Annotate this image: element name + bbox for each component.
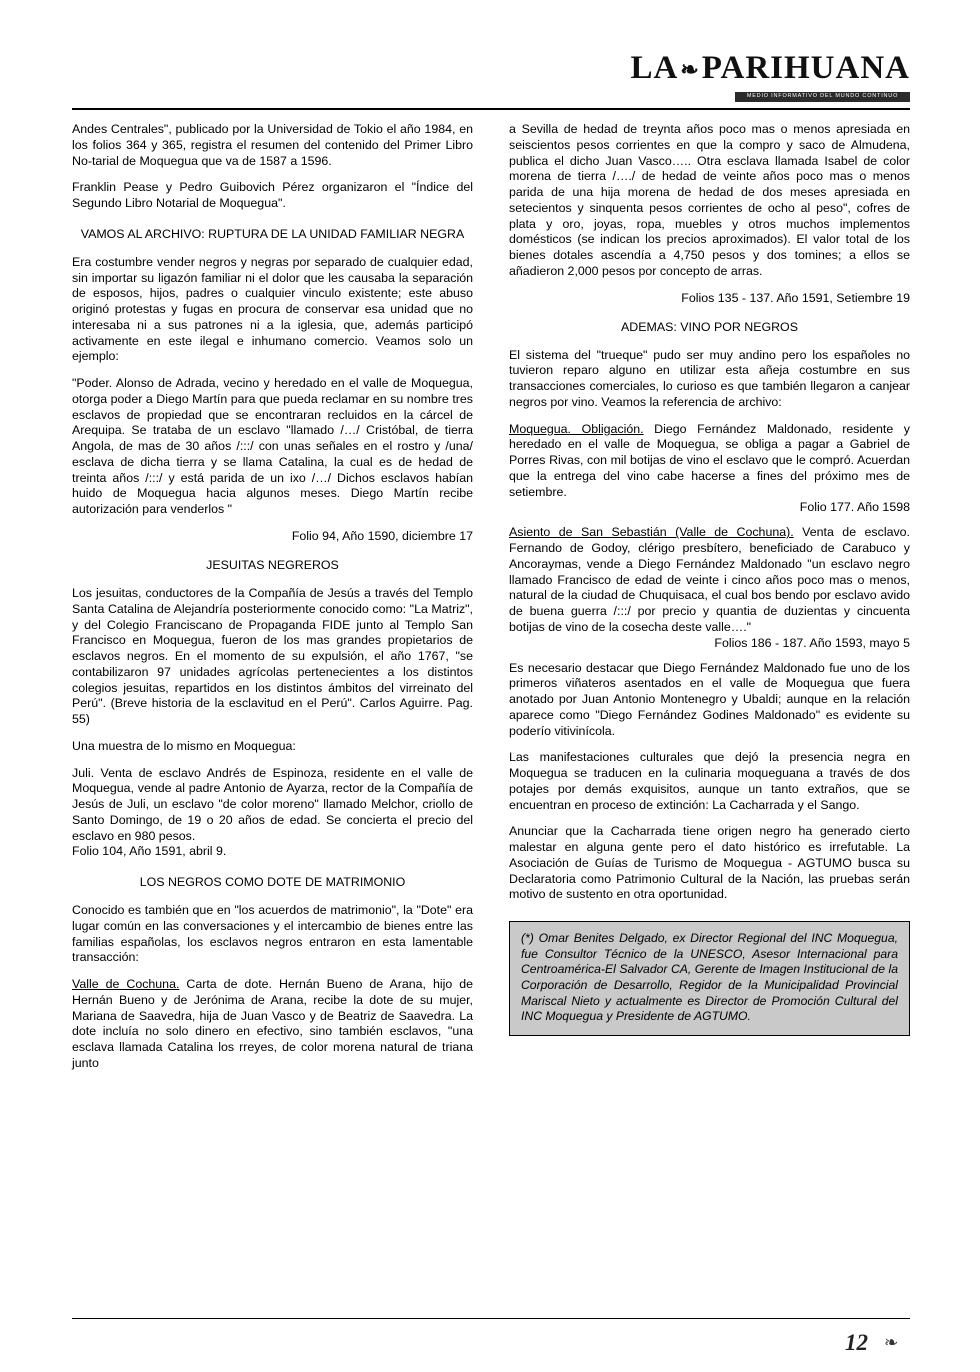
paragraph: Las manifestaciones culturales que dejó la presencia negra en Moquegua se traducen en la culinaria moqueguana a través de dos potajes por demás exquisitos, aunque un tanto extraños, que se encuentran en proceso de extinción: La Cacharrada y el Sango. <box>509 750 910 812</box>
section-heading-familia-negra: VAMOS AL ARCHIVO: RUPTURA DE LA UNIDAD FAMILIAR NEGRA <box>80 226 465 241</box>
inline-title: Moquegua. Obligación. <box>509 421 644 436</box>
masthead-subtitle: MEDIO INFORMATIVO DEL MUNDO CONTINUO <box>735 92 910 102</box>
inline-title: Valle de Cochuna. <box>72 977 180 992</box>
page-number: 12 <box>845 1330 868 1355</box>
section-heading-jesuitas-negreros: JESUITAS NEGREROS <box>206 557 339 572</box>
paragraph: Conocido es también que en "los acuerdos de matrimonio", la "Dote" era lugar común en las conversaciones y el intercambio de bienes entre las familias españolas, los esclavos negros entraron en esta lamentable transacción: <box>72 903 473 965</box>
source-citation: Folio 104, Año 1591, abril 9. <box>72 844 227 859</box>
masthead-title-left: LA <box>630 50 679 86</box>
masthead <box>631 52 911 102</box>
masthead-title <box>631 52 911 85</box>
article-columns <box>72 122 910 1083</box>
section-heading-dote-matrimonio: LOS NEGROS COMO DOTE DE MATRIMONIO <box>139 875 406 889</box>
source-citation: Folios 186 - 187. Año 1593, mayo 5 <box>714 635 910 650</box>
paragraph: Los jesuitas, conductores de la Compañía de Jesús a través del Templo Santa Catalina de Alejandría posteriormente conocido como: "La Matriz", y del Colegio Franciscano de Propaganda FIDE junto al Templo San Francisco en Moquegua, fueron de los mas grandes propietarios de esclavos negros. En el momento de su expulsión, el año 1767, "se contabilizaron 97 unidades agrícolas pertenecientes a los distintos colegios jesuitas, repartidos en los distintos ámbitos del virreinato del Perú". (Breve historia de la esclavitud en el Perú". Carlos Aguirre. Pag. 55) <box>72 586 473 726</box>
flourish-icon: ❧ <box>680 57 700 83</box>
masthead-title-right: PARIHUANA <box>701 50 910 86</box>
source-citation: Folio 177. Año 1598 <box>799 500 910 515</box>
paragraph: Andes Centrales", publicado por la Universidad de Tokio el año 1984, en los folios 364 y 365, registra el resumen del contenido del Primer Libro No-tarial de Moquegua que va de 1587 a 1596. <box>72 122 473 168</box>
right-column <box>509 122 910 1083</box>
paragraph-asiento-san-sebastian <box>509 525 910 635</box>
paragraph: Franklin Pease y Pedro Guibovich Pérez organizaron el "Índice del Segundo Libro Notarial de Moquegua". <box>72 180 473 210</box>
inline-title: Asiento de San Sebastián (Valle de Cochuna). <box>509 525 794 540</box>
footer-rule <box>72 1318 910 1319</box>
paragraph: Juli. Venta de esclavo Andrés de Espinoza, residente en el valle de Moquegua, vende al padre Antonio de Ayarza, rector de la Compañía de Jesús de Juli, un esclavo "de color moreno" llamado Melchor, criollo de Santo Domingo, de 19 o 20 años de edad. Se concierta el precio del esclavo en 980 pesos. <box>72 765 473 843</box>
inline-body: Carta de dote. Hernán Bueno de Arana, hijo de Hernán Bueno y de Jerónima de Arana, recibe la dote de su mujer, Mariana de Saavedra, hija de Juan Vasco y de Beatriz de Saavedra. La dote incluía no solo dinero en efectivo, sino también esclavos, "una esclava llamada Catalina los rreyes, de color morena natural de triana junto <box>72 977 474 1070</box>
author-footnote-box: (*) Omar Benites Delgado, ex Director Regional del INC Moquegua, fue Consultor Técnico de la UNESCO, Asesor Internacional para Centroamérica-El Salvador CA, Gerente de Imagen Institucional de la Corporación de Desarrollo, Regidor de la Municipalidad Provincial Mariscal Nieto y actualmente es Director de Promoción Cultural del INC Moquegua y Presidente de AGTUMO. <box>509 921 910 1036</box>
paragraph-moquegua-obligacion <box>509 422 910 501</box>
paragraph: Era costumbre vender negros y negras por separado de cualquier edad, sin importar su ligazón familiar ni el dolor que les causaba la separación de esposos, hijos, padres o cualquier vinculo existente; este abuso originó protestas y fugas en procura de conservar esa unidad que no interesaba ni a sus patrones ni a la iglesia, que, además participó activamente en este ilegal e inhumano comercio. Veamos solo un ejemplo: <box>72 254 473 364</box>
paragraph: a Sevilla de hedad de treynta años poco mas o menos apresiada en seiscientos pesos corrientes en que la compro y saco de Almudena, publica el dicho Juan Vasco….. Otra esclava llamada Isabel de color morena de tierra /…./ de hedad de veinte años poco mas o menos parida de una hija morena de hedad de dos meses apresiada en setecientos y sinquenta pesos corrientes de ocho al peso", cofres de plata y oro, joyas, ropa, muebles y otros muchos implementos domésticos (se indican los precios aproximados). El valor total de los bienes dotales ascendía a 4,750 pesos y dos tomines; a ellos se añadieron 2,000 pesos por concepto de arras. <box>509 122 910 278</box>
inline-body: Diego Fernández Maldonado, residente y heredado en el valle de Moquegua, se obliga a pagar a Gabriel de Porres Rivas, con mil botijas de vino el esclavo que le compró. Acuerdan que la entrega del vino cabe hacerse a fines del próximo mes de setiembre. <box>509 421 911 499</box>
section-heading-vino-por-negros: ADEMAS: VINO POR NEGROS <box>621 319 798 334</box>
source-citation: Folios 135 - 137. Año 1591, Setiembre 19 <box>681 290 910 305</box>
paragraph: El sistema del "trueque" pudo ser muy andino pero los españoles no tuvieron reparo alguno en utilizar esta añeja costumbre en sus transacciones comerciales, lo curioso es que también llegaron a canjear negros por vino. Veamos la referencia de archivo: <box>509 347 910 409</box>
paragraph: Una muestra de lo mismo en Moquegua: <box>72 738 296 753</box>
paragraph: Es necesario destacar que Diego Fernández Maldonado fue uno de los primeros viñateros asentados en el valle de Moquegua que fuera anotado por Juan Antonio Montenegro y Ubaldi; aunque en la relación aparece como "Diego Fernández Godines Maldonado" es evidente su poderío vitivinícola. <box>509 660 910 738</box>
inline-body: Venta de esclavo. Fernando de Godoy, clérigo presbítero, beneficiado de Carabuco y Ancoraymas, vende a Diego Fernández Maldonado "un esclavo negro llamado Francisco de edad de veinte i cinco años poco mas o menos, natural de la ciudad de Chuquisaca, el cual bos bendo por esclavo avido de buena guerra /:::/ por precio y quantia de duzientas y cincuenta botijas de vino de la cosecha deste valle…." <box>509 525 910 634</box>
source-citation: Folio 94, Año 1590, diciembre 17 <box>291 528 473 543</box>
paragraph-valle-cochuna <box>72 977 473 1072</box>
paragraph: Anunciar que la Cacharrada tiene origen negro ha generado cierto malestar en alguna gente pero el dato histórico es irrefutable. La Asociación de Guías de Turismo de Moquegua - AGTUMO busca su Declaratoria como Patrimonio Cultural de la Nación, las pruebas serán motivo de sustento en otra oportunidad. <box>509 824 910 902</box>
left-column <box>72 122 473 1083</box>
footer-flourish-icon: ❧ <box>884 1333 899 1352</box>
header-rule <box>72 108 910 110</box>
paragraph-quote: "Poder. Alonso de Adrada, vecino y heredado en el valle de Moquegua, otorga poder a Diego Martín para que pueda reclamar en su nombre tres esclavos de propiedad que se encontraran recluidos en la cárcel de Arequipa. Se trataba de un esclavo "llamado /…/ Cristóbal, de tierra Angola, de mas de 30 años /:::/ con unas señales en el rostro y /una/ esclava de dicha tierra y se llama Catalina, la cual es de hedad de treinta años /:::/ y está parida de un ixo /…/ Dichos esclavos habían huido de Moquegua hacia algunos meses. Diego Martín recibe autorización para venderlos " <box>72 376 473 517</box>
